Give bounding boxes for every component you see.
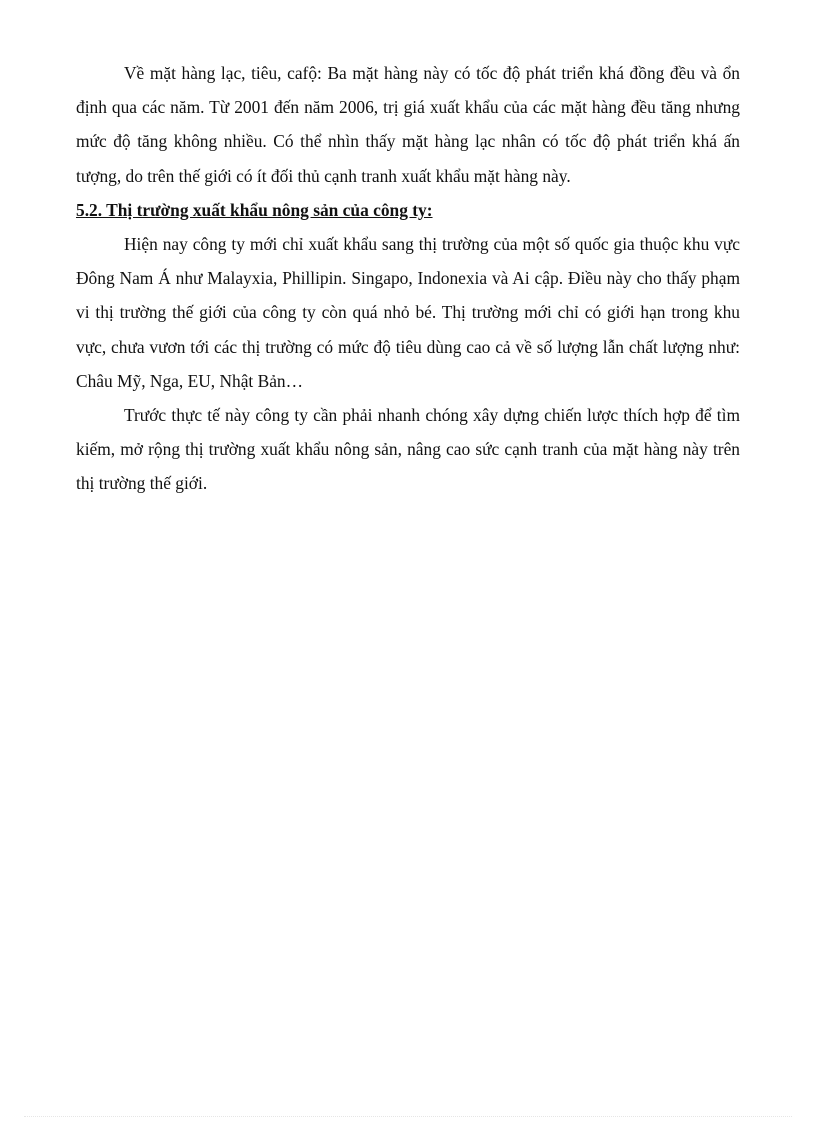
- paragraph-products-growth: Về mặt hàng lạc, tiêu, cafộ: Ba mặt hàng này có tốc độ phát triển khá đồng đều và ổn định qua các năm. Từ 2001 đến năm 2006, trị giá xuất khẩu của các mặt hàng đều tăng nhưng mức độ tăng không nhiều. Có thể nhìn thấy mặt hàng lạc nhân có tốc độ phát triển khá ấn tượng, do trên thế giới có ít đối thủ cạnh tranh xuất khẩu mặt hàng này.: [76, 63, 740, 186]
- paragraph-strategy: Trước thực tế này công ty cần phải nhanh chóng xây dựng chiến lược thích hợp để tìm kiếm, mở rộng thị trường xuất khẩu nông sản, nâng cao sức cạnh tranh của mặt hàng này trên thị trường thế giới.: [76, 405, 740, 494]
- section-heading-export-markets: 5.2. Thị trường xuất khẩu nông sản của công ty:: [76, 199, 433, 220]
- document-page: [76, 56, 740, 501]
- page-bottom-divider: [24, 1116, 792, 1117]
- paragraph-current-markets: Hiện nay công ty mới chỉ xuất khẩu sang thị trường của một số quốc gia thuộc khu vực Đông Nam Á như Malayxia, Phillipin. Singapo, Indonexia và Ai cập. Điều này cho thấy phạm vi thị trường thế giới của công ty còn quá nhỏ bé. Thị trường mới chỉ có giới hạn trong khu vực, chưa vươn tới các thị trường có mức độ tiêu dùng cao cả về số lượng lẫn chất lượng như: Châu Mỹ, Nga, EU, Nhật Bản…: [76, 234, 740, 391]
